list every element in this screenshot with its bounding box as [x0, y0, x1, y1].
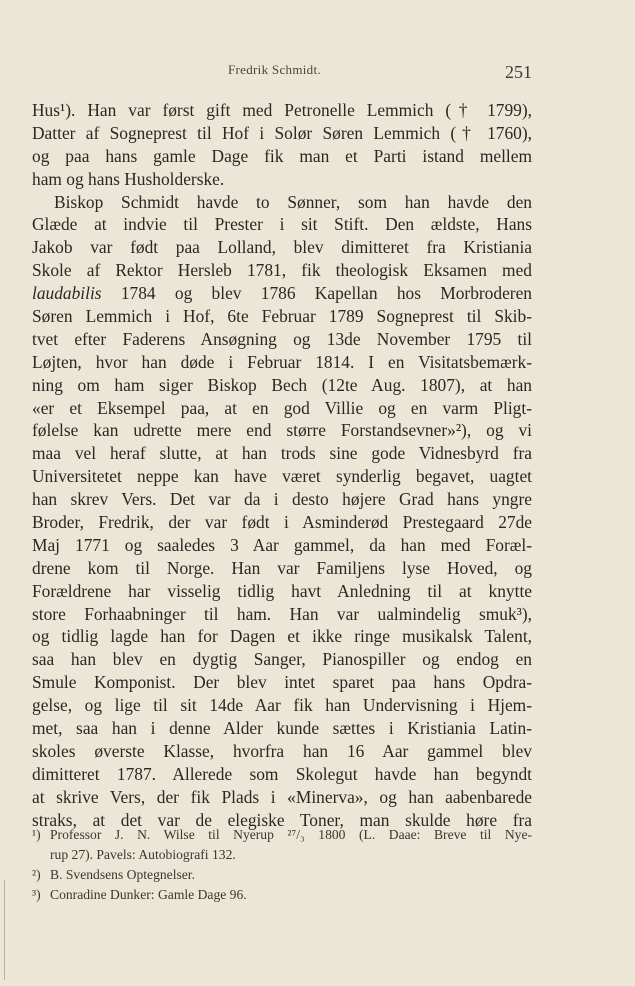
text-line: Biskop Schmidt havde to Sønner, som han havde den — [54, 191, 532, 212]
text-line: skoles øverste Klasse, hvorfra han 16 Aar gammel blev — [32, 740, 532, 761]
text-line: Skole af Rektor Hersleb 1781, fik theologisk Eksamen med — [32, 260, 532, 281]
text-line: ham og hans Husholderske. — [32, 168, 225, 189]
text-line: met, saa han i denne Alder kunde sættes i Kristiania Latin- — [32, 718, 532, 739]
footnote-continuation: rup 27). Pavels: Autobiografi 132. — [50, 847, 236, 862]
italic-term: laudabilis — [32, 283, 102, 304]
text-line: Jakob var født paa Lolland, blev dimitteret fra Kristiania — [32, 237, 532, 258]
text-line: Glæde at indvie til Prester i sit Stift. Den ældste, Hans — [32, 214, 532, 235]
text-line: Maj 1771 og saaledes 3 Aar gammel, da han med Foræl- — [32, 534, 532, 555]
text-line: han skrev Vers. Det var da i desto højere Grad hans yngre — [32, 489, 532, 510]
footnote — [32, 865, 532, 885]
footnote-mark: ²) — [32, 867, 41, 882]
text-line: Broder, Fredrik, der var født i Asminderød Prestegaard 27de — [32, 512, 532, 533]
footnote — [32, 885, 532, 905]
footnote-text: Professor J. N. Wilse til Nyerup ²⁷/₃ 1800 (L. Daae: Breve til Nye- — [50, 827, 532, 842]
text-line: tvet efter Faderens Ansøgning og 13de November 1795 til — [32, 328, 532, 349]
page-number: 251 — [505, 62, 532, 82]
text-line: saa han blev en dygtig Sanger, Pianospiller og endog en — [32, 649, 532, 670]
text-line: «er et Eksempel paa, at en god Villie og en varm Pligt- — [32, 397, 532, 418]
text-line: gelse, og lige til sit 14de Aar fik han Undervisning i Hjem- — [32, 695, 532, 716]
page-edge-line — [4, 880, 5, 980]
footnote-text: Conradine Dunker: Gamle Dage 96. — [50, 887, 247, 902]
page-header — [0, 60, 635, 84]
text-line: følelse kan udrette mere end større Forstandsevner»²), og vi — [32, 420, 532, 441]
text-line: dimitteret 1787. Allerede som Skolegut havde han begyndt — [32, 763, 532, 784]
text-line: Hus¹). Han var først gift med Petronelle Lemmich († 1799), — [32, 100, 532, 120]
body-text — [32, 99, 532, 832]
text-line: Søren Lemmich i Hof, 6te Februar 1789 Sogneprest til Skib- — [32, 306, 532, 327]
footnote-mark: ³) — [32, 887, 41, 902]
text-line: at skrive Vers, der fik Plads i «Minerva», og han aabenbarede — [32, 786, 532, 807]
text-line: Smule Komponist. Der blev intet sparet paa hans Opdra- — [32, 672, 532, 693]
text-line: straks, at det var de elegiske Toner, man skulde høre fra — [32, 809, 532, 830]
footnote-mark: ¹) — [32, 827, 41, 842]
text-line: maa vel heraf slutte, at han trods sine gode Vidnesbyrd fra — [32, 443, 532, 464]
text-line: ning om ham siger Biskop Bech (12te Aug. 1807), at han — [32, 374, 532, 395]
text-line: store Forhaabninger til ham. Han var ualmindelig smuk³), — [32, 603, 532, 624]
text-line-rest: 1784 og blev 1786 Kapellan hos Morbroderen — [101, 283, 532, 304]
footnote — [32, 825, 532, 845]
running-head: Fredrik Schmidt. — [228, 62, 321, 77]
text-line: og paa hans gamle Dage fik man et Parti istand mellem — [32, 145, 532, 166]
text-line: Løjten, hvor han døde i Februar 1814. I en Visitatsbemærk- — [32, 351, 532, 372]
text-line: og tidlig lagde han for Dagen et ikke ringe musikalsk Talent, — [32, 626, 532, 647]
text-line: Universitetet neppe kan have været synderlig begavet, uagtet — [32, 466, 532, 487]
text-line: Forældrene har visselig tidlig havt Anledning til at knytte — [32, 580, 532, 601]
footnote-text: B. Svendsens Optegnelser. — [50, 867, 195, 882]
text-line — [32, 282, 532, 305]
text-line: drene kom til Norge. Han var Familjens lyse Hoved, og — [32, 557, 532, 578]
text-line: Datter af Sogneprest til Hof i Solør Søren Lemmich († 1760), — [32, 122, 532, 143]
footnotes — [32, 825, 532, 905]
